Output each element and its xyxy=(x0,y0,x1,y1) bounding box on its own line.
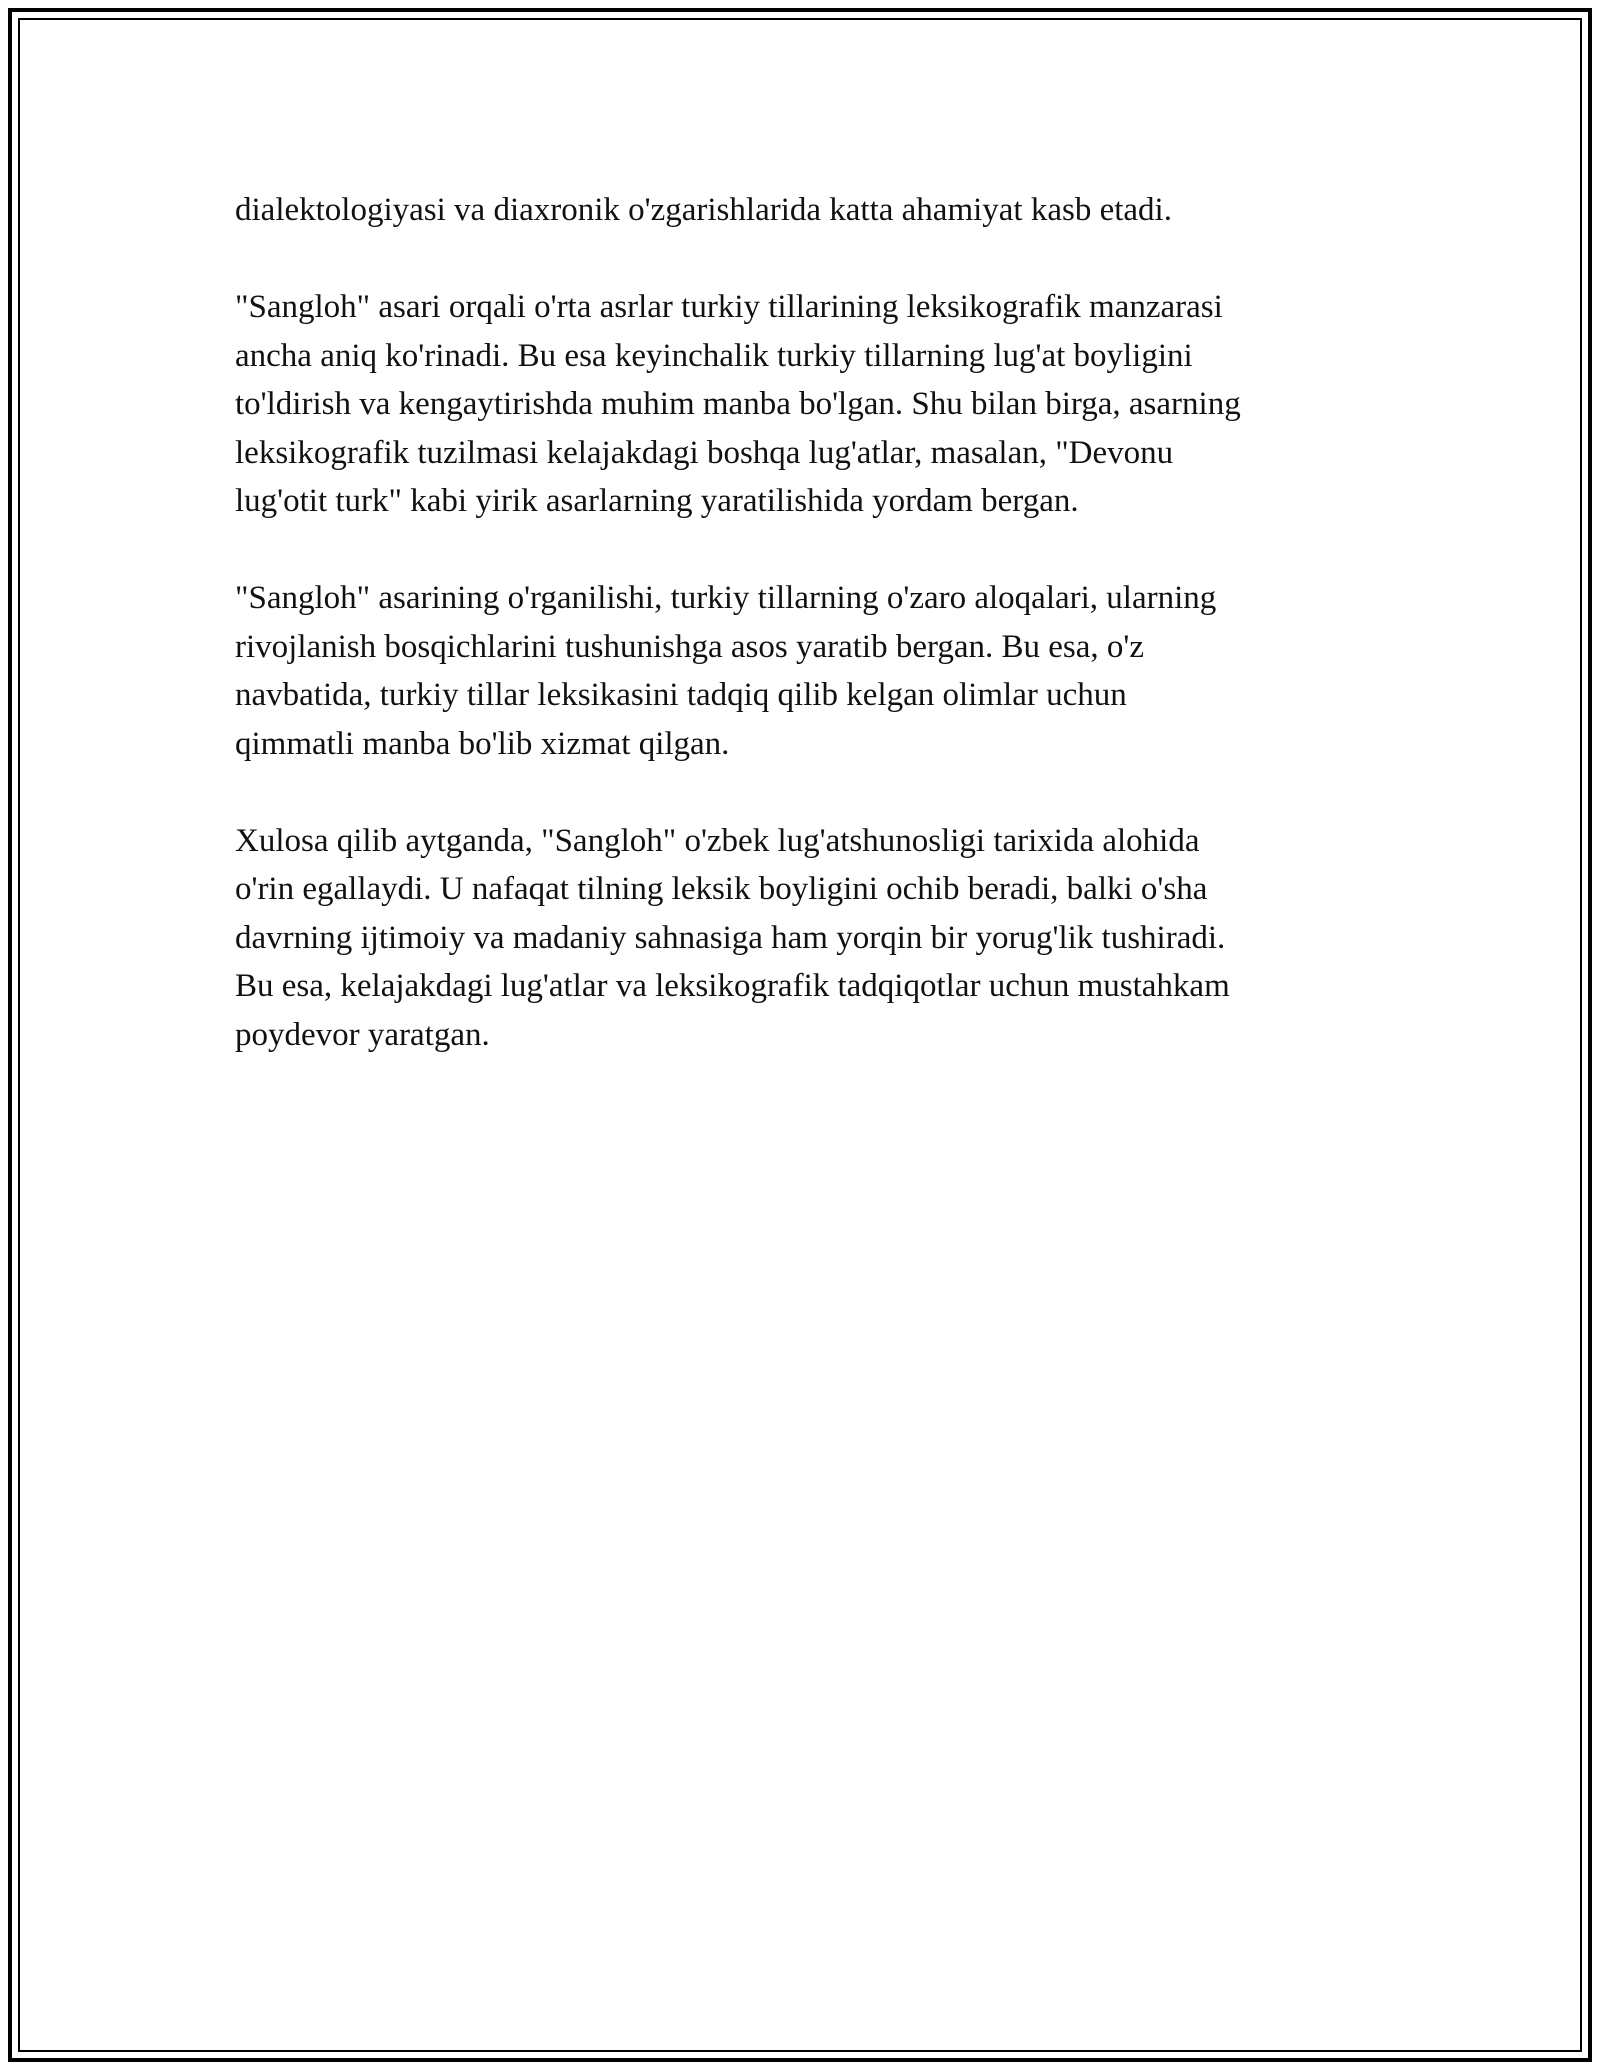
paragraph-sangloh-lexicography: "Sangloh" asari orqali o'rta asrlar turkiy tillarining leksikografik manzarasi ancha aniq ko'rinadi. Bu esa keyinchalik turkiy tillarning lug'at boyligini to'ldirish va kengaytirishda muhim manba bo'lgan. Shu bilan birga, asarning leksikografik tuzilmasi kelajakdagi boshqa lug'atlar, masalan, "Devonu lug'otit turk" kabi yirik asarlarning yaratilishida yordam bergan. xyxy=(235,289,1241,519)
document-body xyxy=(235,186,1375,1108)
paragraph-sangloh-study: "Sangloh" asarining o'rganilishi, turkiy tillarning o'zaro aloqalari, ularning rivojlanish bosqichlarini tushunishga asos yaratib bergan. Bu esa, o'z navbatida, turkiy tillar leksikasini tadqiq qilib kelgan olimlar uchun qimmatli manba bo'lib xizmat qilgan. xyxy=(235,580,1217,762)
paragraph-conclusion: Xulosa qilib aytganda, "Sangloh" o'zbek lug'atshunosligi tarixida alohida o'rin egallaydi. U nafaqat tilning leksik boyligini ochib beradi, balki o'sha davrning ijtimoiy va madaniy sahnasiga ham yorqin bir yorug'lik tushiradi. Bu esa, kelajakdagi lug'atlar va leksikografik tadqiqotlar uchun mustahkam poydevor yaratgan. xyxy=(235,822,1230,1053)
paragraph-continuation: dialektologiyasi va diaxronik o'zgarishlarida katta ahamiyat kasb etadi. xyxy=(235,192,1172,228)
